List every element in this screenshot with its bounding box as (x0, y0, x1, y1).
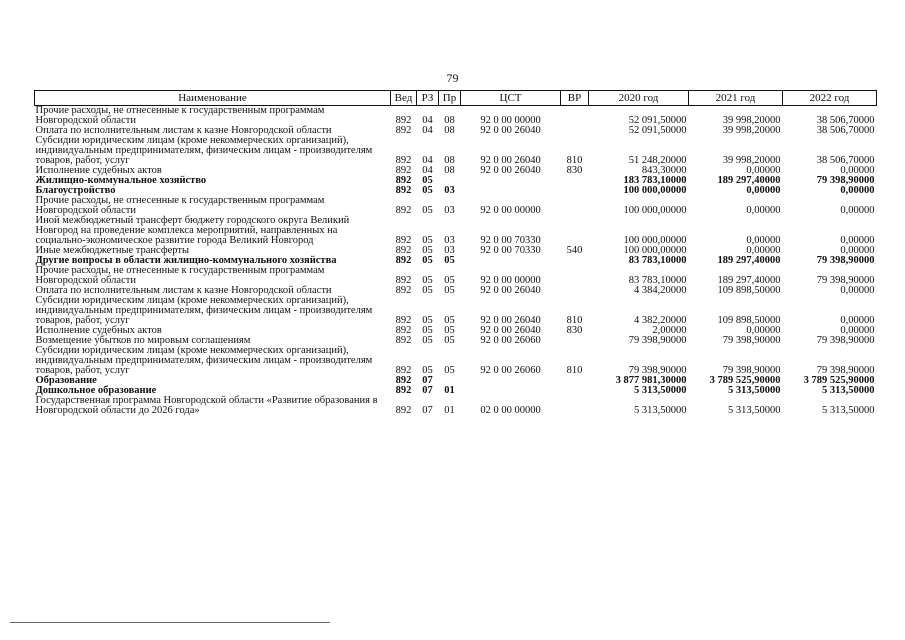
row-pr: 03 (444, 185, 455, 196)
row-vr: 830 (566, 165, 583, 176)
row-rz: 05 (422, 325, 433, 336)
row-name: Субсидии юридическим лицам (кроме некоммерческих организаций), индивидуальным предпринимателям, физическим лицам - производителям товаров, работ, услуг (35, 135, 373, 166)
row-cst: 92 0 00 70330 (480, 245, 541, 256)
row-2021: 109 898,50000 (717, 315, 781, 326)
row-name: Прочие расходы, не отнесенные к государственным программам Новгородской области (35, 195, 325, 216)
row-2022: 79 398,90000 (816, 275, 875, 286)
row-ved: 892 (395, 255, 412, 266)
row-rz: 05 (422, 205, 433, 216)
row-pr: 08 (444, 125, 455, 136)
row-pr: 08 (444, 165, 455, 176)
row-cst (461, 176, 561, 186)
row-vr (561, 186, 589, 196)
row-name: Государственная программа Новгородской области «Развитие образования в Новгородской области до 2026 года» (35, 395, 378, 416)
row-ved: 892 (395, 245, 412, 256)
row-name: Исполнение судебных актов (35, 165, 162, 176)
row-rz: 05 (422, 185, 433, 196)
row-2020: 5 313,50000 (634, 405, 687, 416)
row-2020: 4 382,20000 (634, 315, 687, 326)
row-2020: 100 000,00000 (623, 185, 687, 196)
row-vr: 830 (566, 325, 583, 336)
header-2020: 2020 год (589, 91, 689, 106)
page-number: 79 (446, 71, 459, 85)
row-cst (461, 186, 561, 196)
row-2020: 52 091,50000 (628, 115, 687, 126)
header-name: Наименование (35, 91, 391, 106)
row-2021: 39 998,20000 (722, 115, 781, 126)
row-rz: 05 (422, 365, 433, 376)
row-cst: 92 0 00 26040 (480, 285, 541, 296)
row-ved: 892 (395, 275, 412, 286)
row-cst (461, 256, 561, 266)
row-2021: 5 313,50000 (728, 385, 781, 396)
row-2022: 79 398,90000 (816, 175, 875, 186)
row-ved: 892 (395, 405, 412, 416)
row-2022: 38 506,70000 (816, 125, 875, 136)
table-row (35, 216, 877, 246)
row-2020: 100 000,00000 (623, 205, 687, 216)
row-pr: 03 (444, 245, 455, 256)
table-row (35, 196, 877, 216)
row-rz: 05 (422, 275, 433, 286)
row-vr (561, 266, 589, 286)
row-name: Прочие расходы, не отнесенные к государственным программам Новгородской области (35, 105, 325, 126)
row-name: Возмещение убытков по мировым соглашениям (35, 335, 251, 346)
row-vr (561, 196, 589, 216)
row-2020: 4 384,20000 (634, 285, 687, 296)
row-name: Другие вопросы в области жилищно-коммунального хозяйства (35, 255, 337, 266)
row-cst: 92 0 00 70330 (480, 235, 541, 246)
row-2020: 100 000,00000 (623, 245, 687, 256)
row-vr (561, 336, 589, 346)
row-pr: 01 (444, 405, 455, 416)
row-cst: 92 0 00 00000 (480, 115, 541, 126)
header-2022: 2022 год (783, 91, 877, 106)
row-name: Исполнение судебных актов (35, 325, 162, 336)
row-2020: 79 398,90000 (628, 335, 687, 346)
row-vr: 540 (566, 245, 583, 256)
row-name: Дошкольное образование (35, 385, 157, 396)
row-vr (561, 256, 589, 266)
row-pr: 08 (444, 155, 455, 166)
header-rz: РЗ (417, 91, 439, 106)
row-2022: 79 398,90000 (816, 255, 875, 266)
header-pr: Пр (439, 91, 461, 106)
row-2021: 0,00000 (746, 325, 781, 336)
row-2021: 0,00000 (746, 165, 781, 176)
row-rz: 05 (422, 315, 433, 326)
row-2021: 0,00000 (746, 185, 781, 196)
row-pr: 03 (444, 235, 455, 246)
row-vr: 810 (566, 315, 583, 326)
row-cst: 92 0 00 26040 (480, 315, 541, 326)
row-2020: 3 877 981,30000 (615, 375, 687, 386)
row-2020: 51 248,20000 (628, 155, 687, 166)
row-2022: 0,00000 (840, 165, 875, 176)
row-ved: 892 (395, 315, 412, 326)
row-2020: 83 783,10000 (628, 275, 687, 286)
footer-divider (10, 622, 330, 623)
row-rz: 05 (422, 255, 433, 266)
row-2022: 3 789 525,90000 (803, 375, 875, 386)
table-row (35, 266, 877, 286)
row-ved: 892 (395, 285, 412, 296)
row-vr: 810 (566, 155, 583, 166)
row-name: Иной межбюджетный трансферт бюджету городского округа Великий Новгород на проведение комплекса мероприятий, направленных на социально-экономическое развитие города Великий Новгород (35, 215, 350, 246)
row-vr (561, 216, 589, 246)
row-cst: 92 0 00 26060 (480, 335, 541, 346)
header-vr: ВР (561, 91, 589, 106)
row-rz: 05 (422, 235, 433, 246)
row-pr: 05 (444, 315, 455, 326)
row-ved: 892 (395, 155, 412, 166)
row-2021: 109 898,50000 (717, 285, 781, 296)
budget-table (34, 90, 877, 416)
row-cst (461, 376, 561, 386)
row-pr: 08 (444, 115, 455, 126)
row-2022: 38 506,70000 (816, 155, 875, 166)
row-2021: 189 297,40000 (717, 275, 781, 286)
table-row (35, 396, 877, 416)
header-2021: 2021 год (689, 91, 783, 106)
row-pr: 05 (444, 255, 455, 266)
row-2020: 79 398,90000 (628, 365, 687, 376)
row-name: Прочие расходы, не отнесенные к государственным программам Новгородской области (35, 265, 325, 286)
row-vr (561, 396, 589, 416)
row-rz: 04 (422, 155, 433, 166)
row-ved: 892 (395, 385, 412, 396)
row-rz: 05 (422, 285, 433, 296)
row-pr: 05 (444, 275, 455, 286)
row-2022: 0,00000 (840, 245, 875, 256)
row-cst: 92 0 00 26060 (480, 365, 541, 376)
row-ved: 892 (395, 205, 412, 216)
table-body (35, 106, 877, 417)
row-ved: 892 (395, 375, 412, 386)
row-ved: 892 (395, 165, 412, 176)
row-vr (561, 376, 589, 386)
row-vr: 810 (566, 365, 583, 376)
row-pr: 01 (444, 385, 455, 396)
row-2021: 39 998,20000 (722, 155, 781, 166)
row-pr: 05 (444, 365, 455, 376)
row-2022: 0,00000 (840, 315, 875, 326)
row-2021: 79 398,90000 (722, 335, 781, 346)
row-2021: 0,00000 (746, 235, 781, 246)
row-2022: 79 398,90000 (816, 335, 875, 346)
row-rz: 04 (422, 125, 433, 136)
row-2022: 0,00000 (840, 235, 875, 246)
row-2022: 5 313,50000 (822, 385, 875, 396)
row-cst: 92 0 00 26040 (480, 325, 541, 336)
row-2021: 0,00000 (746, 245, 781, 256)
row-2022: 79 398,90000 (816, 365, 875, 376)
row-vr (561, 386, 589, 396)
row-ved: 892 (395, 235, 412, 246)
row-2020: 5 313,50000 (634, 385, 687, 396)
row-2021: 5 313,50000 (728, 405, 781, 416)
row-rz: 07 (422, 405, 433, 416)
table-row (35, 296, 877, 326)
row-vr (561, 176, 589, 186)
row-ved: 892 (395, 365, 412, 376)
table-header-row (35, 91, 877, 106)
row-vr (561, 106, 589, 127)
row-rz: 07 (422, 385, 433, 396)
row-cst: 92 0 00 00000 (480, 275, 541, 286)
row-2022: 0,00000 (840, 285, 875, 296)
table-row (35, 106, 877, 127)
row-2022: 0,00000 (840, 185, 875, 196)
row-name: Образование (35, 375, 97, 386)
header-ved: Вед (391, 91, 417, 106)
row-ved: 892 (395, 335, 412, 346)
row-2021: 189 297,40000 (717, 255, 781, 266)
row-ved: 892 (395, 125, 412, 136)
row-rz: 07 (422, 375, 433, 386)
header-cst: ЦСТ (461, 91, 561, 106)
row-rz: 05 (422, 335, 433, 346)
row-rz: 05 (422, 175, 433, 186)
table-row (35, 136, 877, 166)
row-rz: 04 (422, 115, 433, 126)
row-pr: 03 (444, 205, 455, 216)
row-name: Благоустройство (35, 185, 116, 196)
row-2021: 39 998,20000 (722, 125, 781, 136)
row-rz: 04 (422, 165, 433, 176)
row-2022: 0,00000 (840, 325, 875, 336)
row-2020: 2,00000 (652, 325, 687, 336)
row-cst: 92 0 00 26040 (480, 165, 541, 176)
row-2021: 3 789 525,90000 (709, 375, 781, 386)
row-rz: 05 (422, 245, 433, 256)
row-2022: 0,00000 (840, 205, 875, 216)
row-2020: 843,30000 (641, 165, 687, 176)
row-ved: 892 (395, 185, 412, 196)
row-name: Субсидии юридическим лицам (кроме некоммерческих организаций), индивидуальным предпринимателям, физическим лицам - производителям товаров, работ, услуг (35, 295, 373, 326)
row-cst: 92 0 00 26040 (480, 155, 541, 166)
row-2020: 100 000,00000 (623, 235, 687, 246)
row-cst: 02 0 00 00000 (480, 405, 541, 416)
row-2020: 183 783,10000 (623, 175, 687, 186)
row-2021: 189 297,40000 (717, 175, 781, 186)
row-pr: 05 (444, 335, 455, 346)
row-2020: 52 091,50000 (628, 125, 687, 136)
row-2021: 0,00000 (746, 205, 781, 216)
row-2021: 79 398,90000 (722, 365, 781, 376)
row-vr (561, 286, 589, 296)
row-cst: 92 0 00 00000 (480, 205, 541, 216)
row-pr: 05 (444, 285, 455, 296)
row-cst: 92 0 00 26040 (480, 125, 541, 136)
row-name: Субсидии юридическим лицам (кроме некоммерческих организаций), индивидуальным предпринимателям, физическим лицам - производителям товаров, работ, услуг (35, 345, 373, 376)
row-name: Оплата по исполнительным листам к казне Новгородской области (35, 285, 332, 296)
row-name: Жилищно-коммунальное хозяйство (35, 175, 207, 186)
row-name: Оплата по исполнительным листам к казне Новгородской области (35, 125, 332, 136)
row-2022: 5 313,50000 (822, 405, 875, 416)
row-cst (461, 386, 561, 396)
row-ved: 892 (395, 325, 412, 336)
row-pr: 05 (444, 325, 455, 336)
row-2022: 38 506,70000 (816, 115, 875, 126)
row-2020: 83 783,10000 (628, 255, 687, 266)
row-name: Иные межбюджетные трансферты (35, 245, 190, 256)
row-ved: 892 (395, 115, 412, 126)
table-row (35, 346, 877, 376)
row-ved: 892 (395, 175, 412, 186)
row-vr (561, 126, 589, 136)
